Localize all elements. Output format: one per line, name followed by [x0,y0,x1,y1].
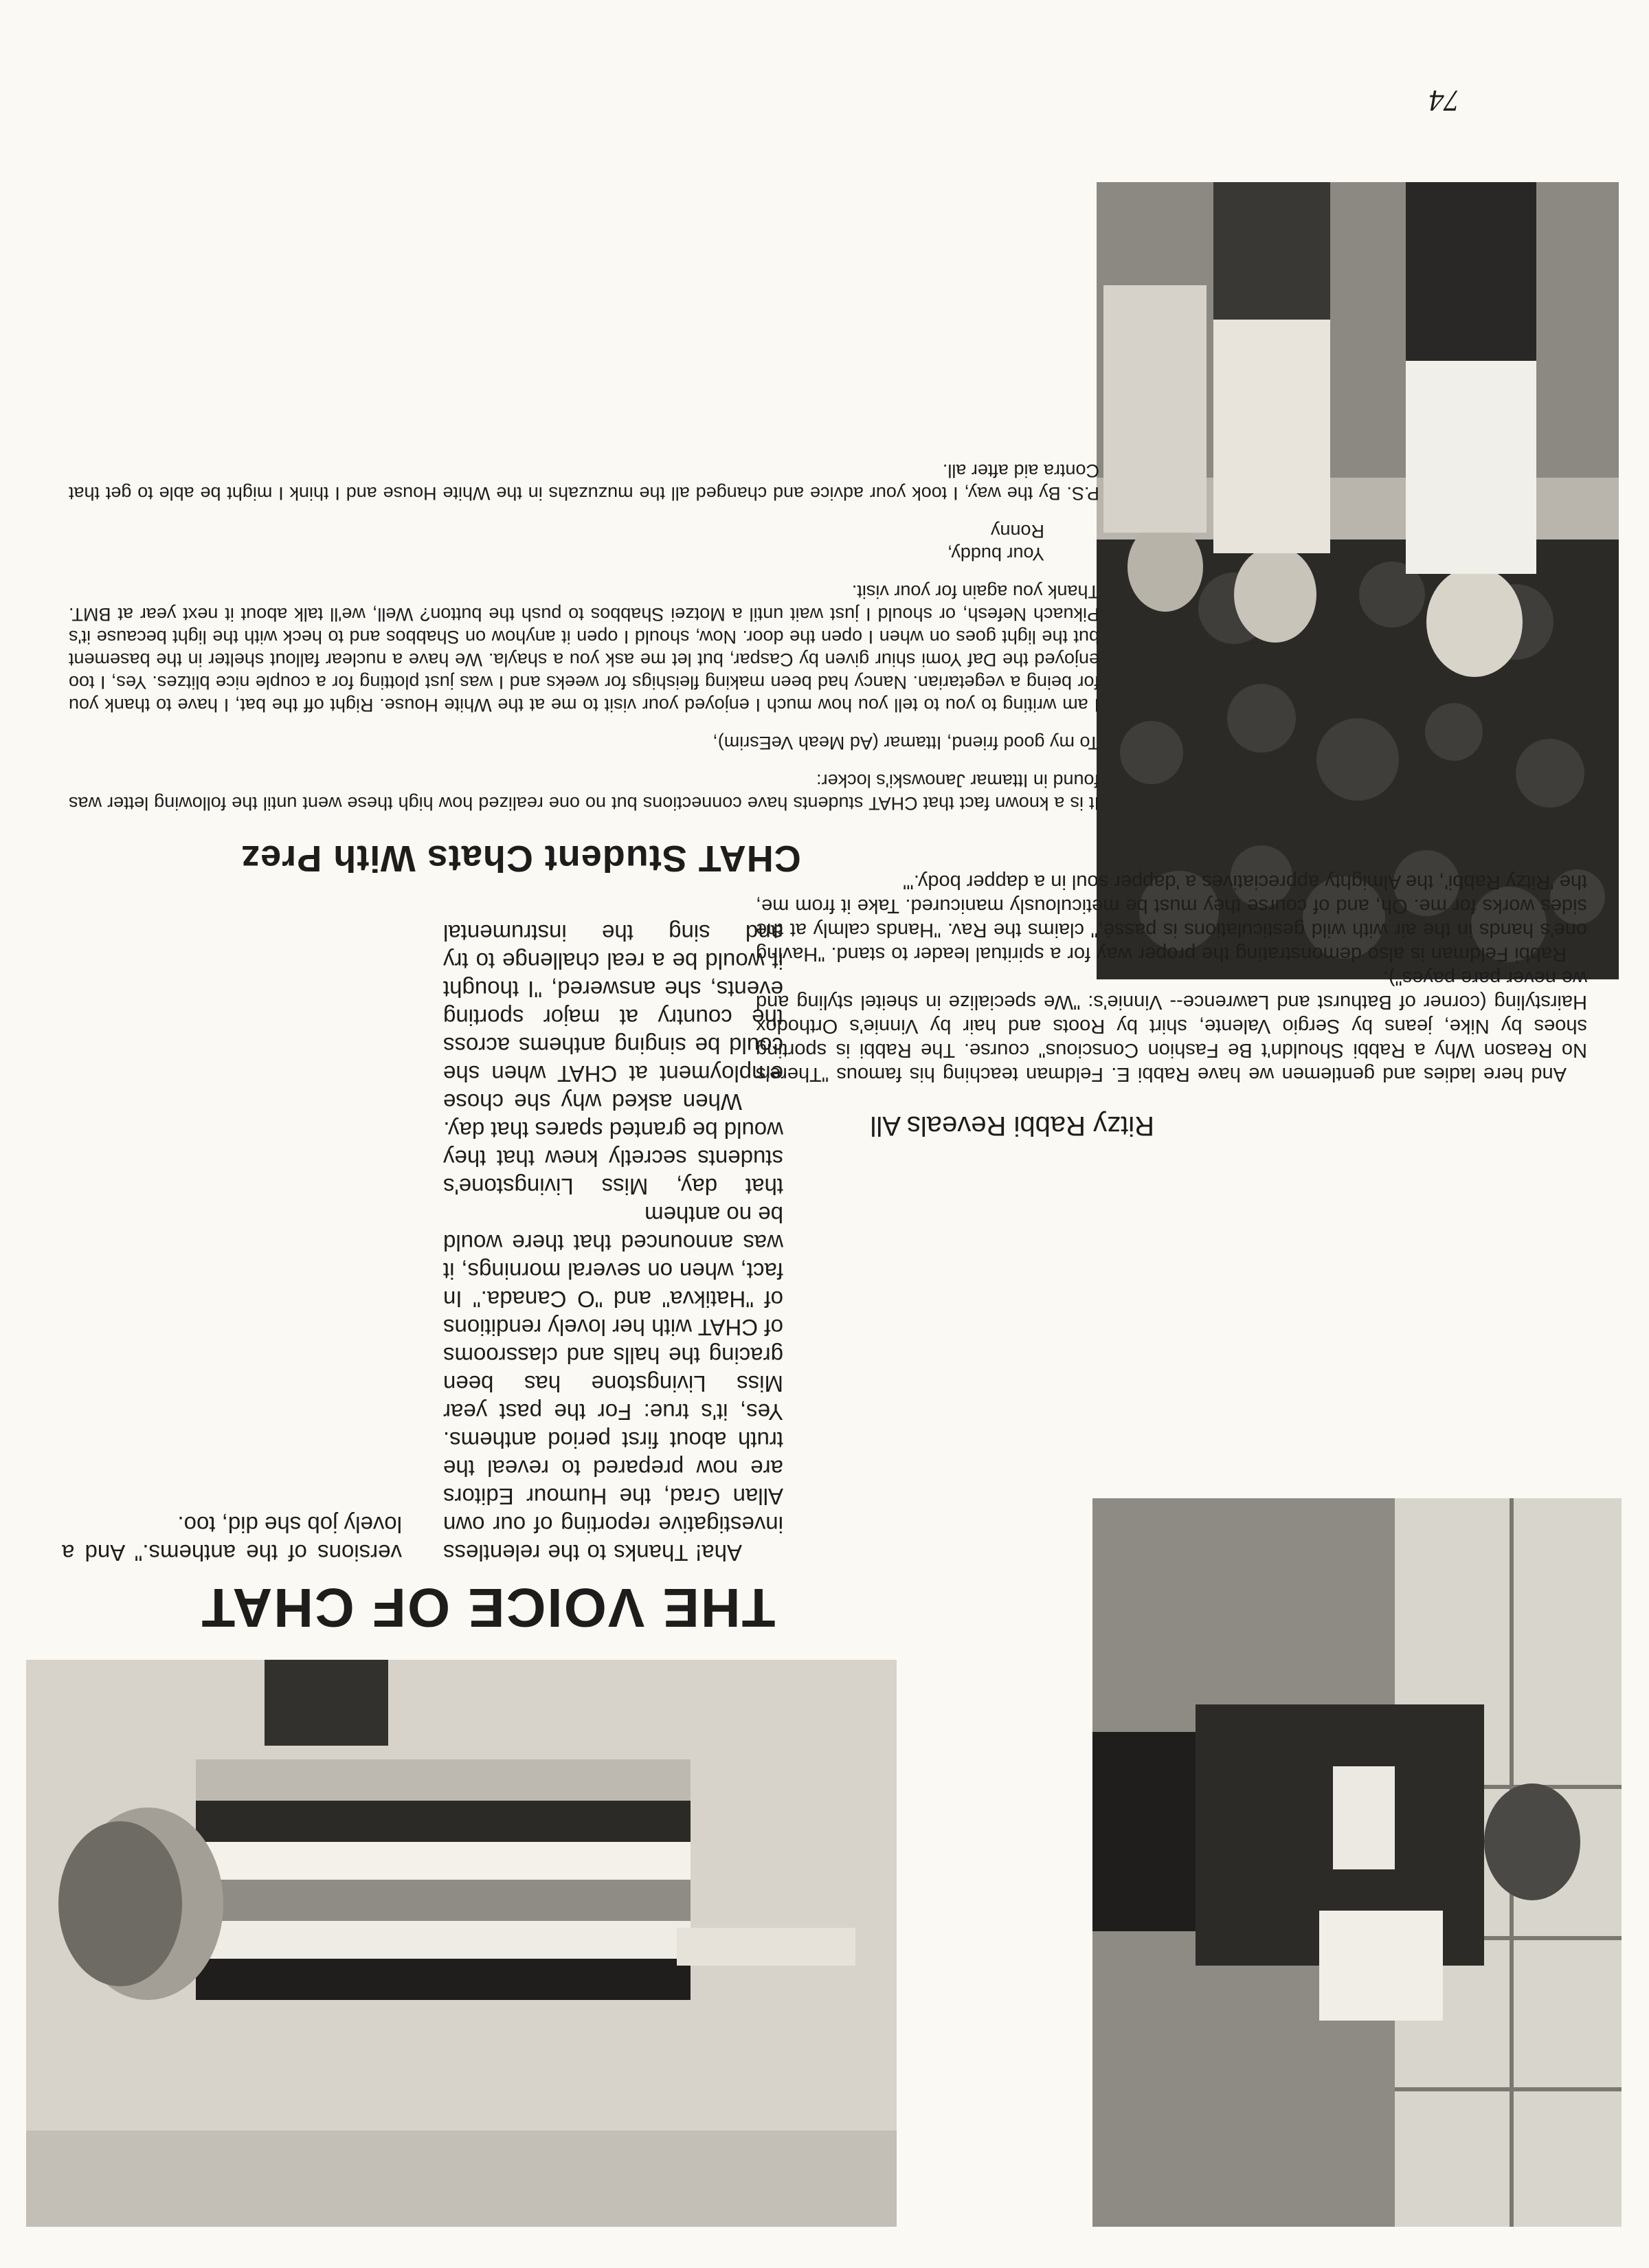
prez-closing [69,520,1099,565]
ritzy-article-title: Ritzy Rabbi Reveals All [870,1111,1154,1141]
prez-article [69,444,1099,814]
photo-students-by-hedge [1097,182,1619,979]
prez-letter-body: I am writing to you to tell you how much I enjoyed your visit to me at the White House. Right off the bat, I have to thank you for being a vegetarian. Nancy had been making fleishigs for weeks and I was just plotting for a couple nice blitzes. Yes, I too enjoyed the Daf Yomi shiur given by Caspar, but let me ask you a shayla. We have a nuclear fallout shelter in the basement but the light goes on when I open the door. Now, should I open it anyhow on Shabbos and to heck with the light because it's Pikuach Nefesh, or should I just wait until a Motzei Shabbos to push the button? Well, we'll talk about it next year at BMT. Thank you again for your visit. [69,581,1099,715]
voice-paragraph-3: When asked why she chose employment at CHAT when she could be singing anthems across the country at major sporting events, she answered, "I thought it would be a real challenge to try and sing the instrumental versions of the anthems." And a lovely job she did, too. [62,920,783,1566]
ritzy-paragraph-2: Rabbi Feldman is also demonstrating the proper way for a spiritual leader to stand. "Having one's hands in the air with wild gesticulations is passé," claims the Rav. "Hands calmly at the sides works for me. Oh, and of course they must be meticulously manicured. Take it from me, the 'Ritzy Rabbi', the Almighty appreciatives a 'dapper soul in a dapper body.'" [756,871,1587,965]
voice-paragraph-1: Aha! Thanks to the relentless investigative reporting of our own Allan Grad, the Humour Editors are now prepared to reveal the truth about first period anthems. Yes, it's true: For the past year Miss Livingstone has been gracing the halls and classrooms of CHAT with her lovely renditions of "Hatikva" and "O Canada." In fact, when on several mornings, it was announced that there would be no anthem [443,1202,783,1566]
prez-closing-line-2: Ronny [990,521,1044,542]
prez-postscript: P.S. By the way, I took your advice and changed all the muzuzahs in the White House and I think I might be able to get that Contra aid after all. [69,460,1099,504]
page-number: 74 [1429,84,1459,118]
prez-article-title: CHAT Student Chats With Prez [240,838,801,879]
voice-article-title: THE VOICE OF CHAT [200,1577,776,1638]
voice-paragraph-2: that day, Miss Livingstone's students secretly knew that they would be granted spares that day. [443,1118,783,1199]
prez-closing-line-1: Your buddy, [947,544,1044,564]
photo-students-by-hedge-image [1097,182,1619,979]
prez-salutation: To my good friend, Ittamar (Ad Meah VeEsrim), [713,733,1099,753]
ritzy-paragraph-1: And here ladies and gentlemen we have Rabbi E. Feldman teaching his famous "There's No Reason Why a Rabbi Shouldn't Be Fashion Conscious" course. The Rabbi is sporting shoes by Nike, jeans by Sergio Valente, shirt by Roots and hair by Vinnie's Orthodox Hairstyling (corner of Bathurst and Lawrence-- Vinnie's: "We specialize in sheitel styling and we never pare payes"). [756,967,1587,1085]
voice-article-body [62,907,783,1567]
photo-singing-teacher [26,1660,897,2227]
prez-intro: It is a known fact that CHAT students have connections but no one realized how high these went until the following letter was found in Ittamar Janowski's locker: [69,770,1099,814]
ritzy-article-body [756,869,1587,1086]
photo-rabbi-teaching [1092,1498,1622,2227]
photo-singing-teacher-image [26,1660,897,2227]
photo-rabbi-teaching-image [1092,1498,1622,2227]
